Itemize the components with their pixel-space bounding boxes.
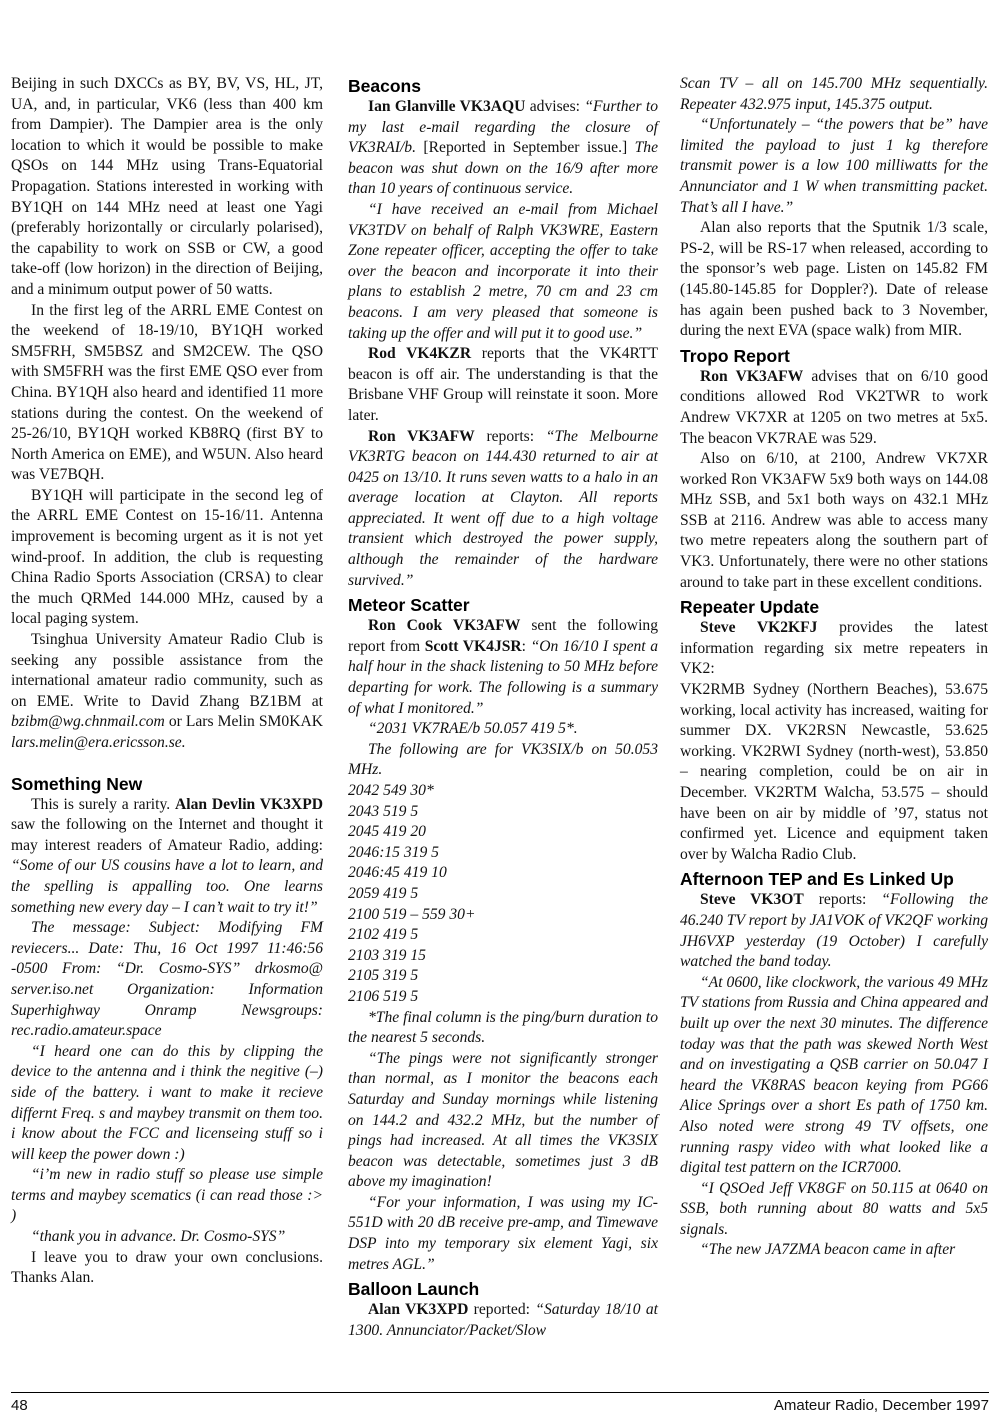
paragraph-text: This is surely a rarity. — [31, 795, 175, 813]
paragraph: VK2RMB Sydney (Northern Beaches), 53.675 working, local activity has increased, waiting for summer DX. VK2RSN Newcastle, 53.625 working. VK2RWI Sydney (north-west), 53.850 – nearing completion, could be on air in December. VK2RTM Walcha, 53.575 – should have been on air by middle of ’97, status not confirmed yet. Licence and equipment taken over by Walcha Radio Club. — [680, 681, 988, 863]
list-item: 2103 319 15 — [348, 946, 426, 964]
paragraph — [348, 97, 658, 200]
callsign-name: Steve VK3OT — [700, 891, 804, 909]
paragraph-text: advises: — [525, 98, 585, 115]
section-heading-tropo-report: Tropo Report — [680, 345, 790, 366]
quote-text: The beacon was shut down on the 16/9 after more than 10 years of continuous service. — [348, 139, 658, 198]
quote-text: “On 16/10 I spent a half hour in the shack listening to 50 MHz before departing for work. The following is a summary of what I monitored.” — [348, 637, 659, 717]
paragraph-text: provides the latest information regarding six metre repeaters in VK2: — [680, 619, 988, 678]
quote-text: “I have received an e-mail from Michael VK3TDV on behalf of Ralph VK3WRE, Eastern Zone repeater officer, accepting the offer to take over the beacon and incorporate it into their plans to establish 2 metre, 70 cm and 23 cm beacons. I am very pleased that someone is taking up the offer and will put it to good use.” — [348, 200, 658, 342]
quote-text: “The pings were not significantly stronger than normal, as I monitor the beacons each Saturday and Sunday mornings while listening on 144.2 and 432.2 MHz, but the number of pings had increased. At all times the VK3SIX beacon was detectable, sometimes just 3 dB above my imagination! — [348, 1049, 658, 1191]
list-item: 2043 519 5 — [348, 802, 419, 820]
paragraph — [348, 740, 658, 781]
quote-text: “For your information, I was using my IC-551D with 20 dB receive pre-amp, and Timewave DSP into my temporary six element Yagi, six metres AGL.” — [348, 1193, 658, 1273]
list-item: 2102 419 5 — [348, 926, 419, 944]
callsign-name: Ron VK3AFW — [700, 367, 804, 385]
publication-line: Amateur Radio, December 1997 — [773, 1397, 989, 1414]
quote-text: “Following the 46.240 TV report by JA1VOK of VK2QF working JH6VXP yesterday (19 October) I carefully watched the band today. — [680, 891, 989, 971]
callsign-name: Scott VK4JSR — [424, 637, 522, 655]
callsign-name: Ian Glanville VK3AQU — [368, 98, 526, 115]
callsign-name: Ron VK3AFW — [368, 427, 475, 445]
paragraph-text: Tsinghua University Amateur Radio Club is seeking any possible assistance from the international amateur radio community, such as on EME. Write to David Zhang BZ1BM at — [11, 631, 323, 710]
quote-text: “thank you in advance. Dr. Cosmo-SYS” — [31, 1228, 286, 1246]
paragraph: In the first leg of the ARRL EME Contest on the weekend of 18-19/10, BY1QH worked SM5FRH, SM5BSZ and SM2CEW. The QSO with SM5FRH was the first EME QSO ever from China. BY1QH also heard and identified 11 more stations during the contest. On the weekend of 25-26/10, BY1QH worked KB8RQ (first BY to North America on EME), and W5UN. Also heard was VE7BQH. — [11, 301, 323, 484]
paragraph-text: sent the following report from — [348, 617, 658, 655]
callsign-name: Alan VK3XPD — [368, 1301, 469, 1319]
callsign-name: Ron Cook VK3AFW — [368, 617, 521, 635]
paragraph — [348, 427, 658, 592]
paragraph — [680, 1179, 988, 1241]
paragraph — [11, 918, 323, 1042]
paragraph — [11, 1042, 323, 1166]
quote-text: “I heard one can do this by clipping the device to the antenna and i think the negitive (–) side of the battery. i want to make it recieve differnt Freq. s and maybey transmit on them too. i know about the FCC and licenseing stuff so i will keep the power down :) — [11, 1042, 323, 1163]
email-address: lars.melin@era.ericsson.se. — [11, 734, 186, 751]
paragraph — [680, 618, 988, 680]
paragraph: BY1QH will participate in the second leg of the ARRL EME Contest on 15-16/11. Antenna improvement is becoming urgent as it is not yet wind-proof. In addition, the club is requesting China Radio Sports Association (CRSA) to clear the much QRMed 144.000 MHz, caused by a local paging system. — [11, 486, 323, 628]
quote-text: The message: Subject: Modifying FM reviecers... Date: Thu, 16 Oct 1997 11:46:56 -0500 From: “Dr. Cosmo-SYS” drkosmo@ server.iso.net Organization: Information Superhighway Onramp Newsgroups: rec.radio.amateur.space — [11, 919, 323, 1040]
paragraph — [348, 200, 658, 344]
list-item: 2106 519 5 — [348, 987, 419, 1005]
paragraph — [11, 795, 323, 919]
paragraph-text: : — [521, 637, 531, 655]
paragraph — [680, 74, 988, 115]
paragraph — [348, 344, 658, 426]
column-1 — [11, 74, 323, 1289]
email-address: bzibm@wg.chnmail.com — [11, 713, 165, 731]
paragraph — [680, 367, 988, 449]
paragraph — [348, 1049, 658, 1193]
paragraph — [680, 1240, 988, 1261]
paragraph — [680, 973, 988, 1179]
section-heading-afternoon-tep: Afternoon TEP and Es Linked Up — [680, 869, 954, 890]
list-item: 2105 319 5 — [348, 967, 419, 985]
quote-text: “At 0600, like clockwork, the various 49 MHz TV stations from Russia and China appeared and built up over the next 30 minutes. The difference today was that the path was skewed North West and on investigating a QSB carrier on 50.047 I heard the VK8RAS beacon keying from PG66 Alice Springs over a short Es path of 1750 km. Also noted were strong 49 TV offsets, one running raspy video with what looked like a digital test pattern on the ICR7000. — [680, 973, 988, 1177]
quote-text: “Some of our US cousins have a lot to learn, and the spelling is appalling too. One learns something new every day – I can’t wait to try it!” — [11, 857, 323, 916]
quote-text: “I QSOed Jeff VK8GF on 50.115 at 0640 on SSB, both running about 80 watts and 5x5 signals. — [680, 1179, 988, 1238]
callsign-name: Rod VK4KZR — [368, 345, 472, 363]
section-heading-beacons: Beacons — [348, 76, 421, 96]
quote-text: “Further to my last e-mail regarding the closure of VK3RAI/b. — [348, 98, 658, 157]
paragraph-text: advises that on 6/10 good conditions allowed Rod VK2TWR to work Andrew VK7XR at 1205 on two metres at 5x5. The beacon VK7RAE was 529. — [680, 367, 988, 447]
paragraph: Alan also reports that the Sputnik 1/3 scale, PS-2, will be RS-17 when released, according to the sponsor’s web page. Listen on 145.82 FM (145.80-145.85 for Doppler?). Date of release has again been pushed back to 3 November, during the next EVA (space walk) from MIR. — [680, 219, 988, 340]
paragraph — [348, 1300, 658, 1341]
paragraph-text: reports: — [803, 891, 882, 909]
quote-text: *The final column is the ping/burn duration to the nearest 5 seconds. — [348, 1008, 658, 1047]
list-item: 2100 519 – 559 30+ — [348, 905, 476, 923]
list-item: 2046:45 419 10 — [348, 864, 447, 882]
section-heading-balloon-launch: Balloon Launch — [348, 1279, 480, 1300]
callsign-name: Alan Devlin VK3XPD — [174, 795, 323, 813]
section-heading-meteor-scatter: Meteor Scatter — [348, 595, 470, 616]
section-heading-something-new: Something New — [11, 773, 143, 794]
list-item: 2045 419 20 — [348, 823, 426, 841]
quote-text: “Saturday 18/10 at 1300. Annunciator/Packet/Slow — [348, 1301, 658, 1339]
paragraph-text: reported: — [468, 1301, 536, 1319]
quote-text: “i’m new in radio stuff so please use simple terms and maybey scematics (i can read those :> ) — [11, 1166, 323, 1225]
page-number: 48 — [11, 1397, 28, 1414]
paragraph — [348, 616, 658, 719]
paragraph-text: [Reported in September issue.] — [416, 139, 635, 157]
page-footer — [11, 1392, 989, 1414]
paragraph: Beijing in such DXCCs as BY, BV, VS, HL, JT, UA, and, in particular, VK6 (less than 400 km from Dampier). The Dampier area is the only location to which it would be possible to make QSOs on 144 MHz using Trans-Equatorial Propagation. Stations interested in working with BY1QH on 144 MHz need at least one Yagi (preferably horizontally or circularly polarised), the capability to work on SSB or CW, a good take-off (low horizon) in the direction of Beijing, and a minimum output power of 50 watts. — [11, 75, 323, 298]
callsign-name: Steve VK2KFJ — [700, 619, 818, 637]
column-3 — [680, 74, 988, 1261]
quote-text: The following are for VK3SIX/b on 50.053 MHz. — [348, 740, 658, 779]
paragraph — [680, 115, 988, 218]
list-item: 2059 419 5 — [348, 884, 419, 902]
paragraph: Also on 6/10, at 2100, Andrew VK7XR worked Ron VK3AFW 5x9 both ways on 144.08 MHz SSB, and 5x1 both ways on 432.1 MHz SSB at 2116. Andrew was able to access many two metre repeaters along the southern part of VK3. Unfortunately, there were no other stations around to take part in these excellent conditions. — [680, 450, 988, 591]
list-item: 2046:15 319 5 — [348, 843, 439, 861]
paragraph — [680, 890, 988, 972]
quote-text: “2031 VK7RAE/b 50.057 419 5*. — [368, 720, 578, 738]
quote-text: Scan TV – all on 145.700 MHz sequentially. Repeater 432.975 input, 145.375 output. — [680, 75, 988, 113]
column-2 — [348, 74, 658, 1341]
paragraph-text: saw the following on the Internet and thought it may interest readers of Amateur Radio, adding: — [11, 816, 323, 854]
quote-text: “The new JA7ZMA beacon came in after — [700, 1241, 956, 1259]
list-item: 2042 549 30* — [348, 782, 434, 799]
ping-list — [348, 781, 658, 1008]
section-heading-repeater-update: Repeater Update — [680, 597, 820, 618]
paragraph — [348, 719, 658, 740]
paragraph-text: reports: — [474, 427, 546, 445]
paragraph — [11, 1227, 323, 1248]
paragraph — [348, 1008, 658, 1049]
paragraph: I leave you to draw your own conclusions. Thanks Alan. — [11, 1248, 323, 1287]
quote-text: “The Melbourne VK3RTG beacon on 144.430 returned to air at 0425 on 13/10. It runs seven watts to a halo in an average location at Clayton. All reports appreciated. It went off due to a high voltage transient which destroyed the power supply, although the remainder of the hardware survived.” — [348, 427, 658, 589]
paragraph — [11, 630, 323, 754]
paragraph — [348, 1193, 658, 1275]
paragraph-text: or Lars Melin SM0KAK — [164, 713, 323, 731]
quote-text: “Unfortunately – “the powers that be” have limited the payload to just 1 kg therefore transmit power is a low 100 milliwatts for the Annunciator and 1 W when transmitting packet. That’s all I have.” — [680, 116, 988, 216]
paragraph-text: reports that the VK4RTT beacon is off air. The understanding is that the Brisbane VHF Group will reinstate it soon. More later. — [348, 345, 658, 424]
paragraph — [11, 1165, 323, 1227]
